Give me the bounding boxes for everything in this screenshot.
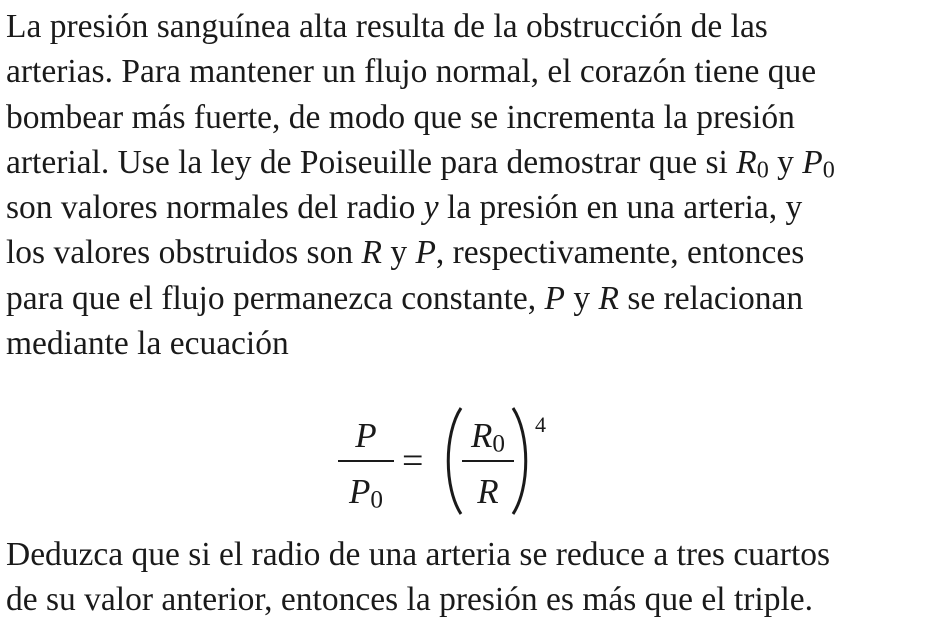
text-line [6, 140, 946, 185]
text-line: Deduzca que si el radio de una arteria se reduce a tres cuartos [6, 536, 831, 573]
text-line [6, 276, 946, 321]
fraction-p-over-p0 [338, 400, 394, 520]
text-fragment: y [381, 234, 416, 272]
text-fragment: se relacionan [618, 279, 804, 317]
var-y: y [423, 189, 439, 227]
fraction-denominator: R [477, 472, 499, 511]
var-p: P [415, 234, 436, 272]
fraction-bar [338, 460, 394, 462]
equals-sign: = [402, 440, 424, 482]
text-fragment: y [565, 279, 599, 317]
problem-paragraph [6, 4, 946, 366]
left-parenthesis [442, 406, 464, 516]
fraction-numerator: P [355, 416, 377, 455]
right-parenthesis [510, 406, 532, 516]
subscript-zero: 0 [822, 157, 835, 184]
text-line [6, 185, 946, 230]
text-fragment: la presión en una arteria, y [438, 189, 803, 227]
subscript-zero: 0 [756, 157, 769, 184]
subscript-zero: 0 [370, 486, 383, 514]
text-line: arterias. Para mantener un flujo normal, el corazón tiene que [6, 53, 817, 91]
var-p: P [544, 279, 565, 317]
var-p: P [349, 472, 371, 511]
text-line: bombear más fuerte, de modo que se incrementa la presión [6, 98, 795, 136]
fraction-bar [462, 460, 514, 462]
var-r: R [471, 416, 493, 455]
poiseuille-equation [0, 400, 950, 520]
text-fragment: los valores obstruidos son [6, 234, 362, 272]
text-fragment: y [768, 143, 803, 181]
text-line [6, 230, 946, 275]
fraction-numerator [462, 416, 514, 458]
exponent: 4 [535, 412, 546, 437]
text-line: de su valor anterior, entonces la presión es más que el triple. [6, 581, 814, 619]
text-fragment: , respectivamente, entonces [435, 234, 805, 272]
text-line: mediante la ecuación [6, 325, 289, 363]
text-fragment: arterial. Use la ley de Poiseuille para demostrar que si [6, 143, 737, 181]
text-fragment: son valores normales del radio [6, 189, 424, 227]
fraction-r0-over-r [462, 400, 514, 520]
var-r: R [598, 279, 619, 317]
text-fragment: para que el flujo permanezca constante, [6, 279, 545, 317]
var-r: R [736, 143, 757, 181]
text-line: La presión sanguínea alta resulta de la obstrucción de las [6, 8, 768, 45]
fraction-denominator [338, 472, 394, 514]
var-r: R [361, 234, 382, 272]
conclusion-paragraph [6, 532, 946, 623]
var-p: P [802, 143, 823, 181]
subscript-zero: 0 [492, 430, 505, 458]
